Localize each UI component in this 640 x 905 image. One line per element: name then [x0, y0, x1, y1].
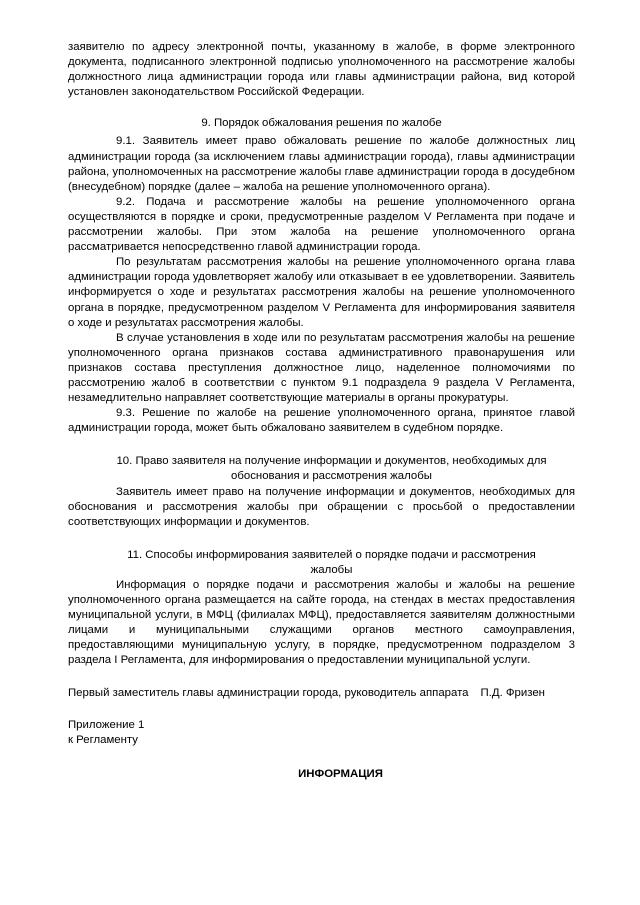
intro-paragraph: заявителю по адресу электронной почты, указанному в жалобе, в форме электронного документа, подписанного электронной подписью уполномоченного на рассмотрение жалобы должностного лица администрации города или главы администрации района, вид которой установлен законодательством Российской Федерации.: [68, 41, 575, 99]
paragraph-9-3: 9.3. Решение по жалобе на решение уполномоченного органа, принятое главой администрации города, может быть обжаловано заявителем в судебном порядке.: [68, 407, 575, 435]
section-9-heading: 9. Порядок обжалования решения по жалобе: [201, 117, 442, 130]
appendix-line-2: к Регламенту: [68, 733, 138, 746]
section-10-heading: 10. Право заявителя на получение информации и документов, необходимых для обоснования и рассмотрения жалобы: [116, 455, 547, 483]
section-11-heading: 11. Способы информирования заявителей о порядке подачи и рассмотрения жалобы: [127, 548, 536, 576]
paragraph-11: Информация о порядке подачи и рассмотрения жалобы и жалобы на решение уполномоченного органа размещается на сайте города, на стендах в местах предоставления муниципальной услуги, в МФЦ (филиалах МФЦ), предоставляется заявителям должностными лицами и муниципальными служащими органов местного самоуправления, предоставляющими муниципальную услугу, в порядке, предусмотренном подразделом 3 раздела I Регламента, для информирования о предоставлении муниципальной услуги.: [68, 579, 575, 667]
paragraph-10: Заявитель имеет право на получение информации и документов, необходимых для обоснования и рассмотрения жалобы при обращении с просьбой о предоставлении соответствующих информации и документов.: [68, 485, 575, 528]
paragraph-9-violations: В случае установления в ходе или по результатам рассмотрения жалобы на решение уполномоченного органа признаков состава административного правонарушения или признаков состава преступления должностное лицо, наделенное полномочиями по рассмотрению жалоб в соответствии с пунктом 9.1 подраздела 9 раздела V Регламента, незамедлительно направляет соответствующие материалы в органы прокуратуры.: [68, 331, 575, 405]
document-page: [68, 40, 575, 782]
paragraph-9-results: По результатам рассмотрения жалобы на решение уполномоченного органа глава администрации города удовлетворяет жалобу или отказывает в ее удовлетворении. Заявитель информируется о ходе и результатах рассмотрения жалобы на решение уполномоченного органа в порядке, предусмотренном разделом V Регламента для информирования заявителя о ходе и результатах рассмотрения жалобы.: [68, 256, 575, 329]
info-title: ИНФОРМАЦИЯ: [298, 767, 383, 780]
signature-line: [68, 686, 575, 701]
appendix-line-1: Приложение 1: [68, 718, 145, 731]
paragraph-9-1: 9.1. Заявитель имеет право обжаловать решение по жалобе должностных лиц администрации города (за исключением главы администрации города), главы администрации района, уполномоченных на рассмотрение жалобы главе администрации города в досудебном (внесудебном) порядке (далее – жалоба на решение уполномоченного органа).: [68, 135, 575, 193]
appendix-note: [68, 718, 575, 748]
signature-name: П.Д. Фризен: [480, 686, 545, 699]
paragraph-9-2: 9.2. Подача и рассмотрение жалобы на решение уполномоченного органа осуществляются в порядке и сроки, предусмотренные разделом V Регламента при подаче и рассмотрении жалобы. При этом жалоба на решение уполномоченного органа рассматривается непосредственно главой администрации города.: [68, 195, 575, 254]
signature-position: Первый заместитель главы администрации города, руководитель аппарата: [68, 686, 469, 699]
